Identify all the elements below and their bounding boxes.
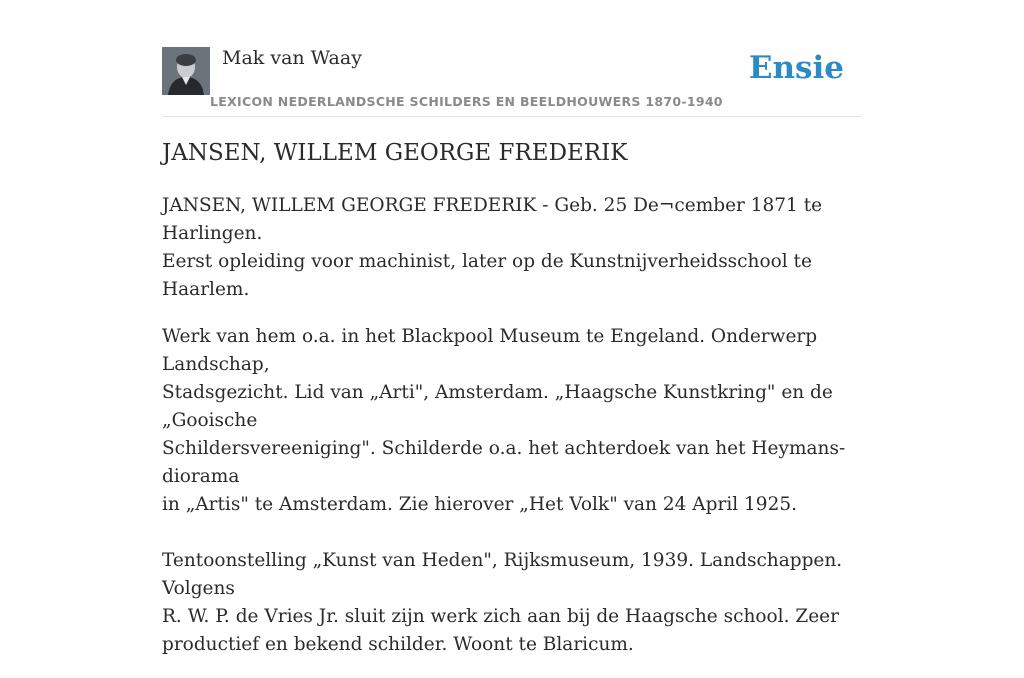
ensie-logo[interactable]: Ensie bbox=[748, 50, 844, 86]
portrait-image bbox=[162, 47, 210, 95]
article-paragraph: Werk van hem o.a. in het Blackpool Museum te Engeland. Onderwerp Landschap, Stadsgezicht. Lid van „Arti", Amsterdam. „Haagsche Kunstkring" en de „Gooische Schildersvereeniging". Schilderde o.a. het achterdoek van het Heymans-diorama in „Artis" te Amsterdam. Zie hierover „Het Volk" van 24 April 1925. Tentoonstelling „Kunst van Heden", Rijksmuseum, 1939. Landschappen. Volgens R. W. P. de Vries Jr. sluit zijn werk zich aan bij de Haagsche school. Zeer productief en bekend schilder. Woont te Blaricum. bbox=[162, 326, 846, 655]
page-header bbox=[162, 46, 862, 117]
author-avatar[interactable] bbox=[162, 47, 210, 95]
author-name[interactable]: Mak van Waay bbox=[222, 47, 362, 69]
source-lexicon-title[interactable]: LEXICON NEDERLANDSCHE SCHILDERS EN BEELDHOUWERS 1870-1940 bbox=[210, 94, 723, 109]
article-body bbox=[162, 192, 867, 678]
article-paragraph: JANSEN, WILLEM GEORGE FREDERIK - Geb. 25 De¬cember 1871 te Harlingen. Eerst opleiding voor machinist, later op de Kunstnijverheidsschool te Haarlem. bbox=[162, 195, 823, 300]
article-title: JANSEN, WILLEM GEORGE FREDERIK bbox=[162, 140, 628, 166]
